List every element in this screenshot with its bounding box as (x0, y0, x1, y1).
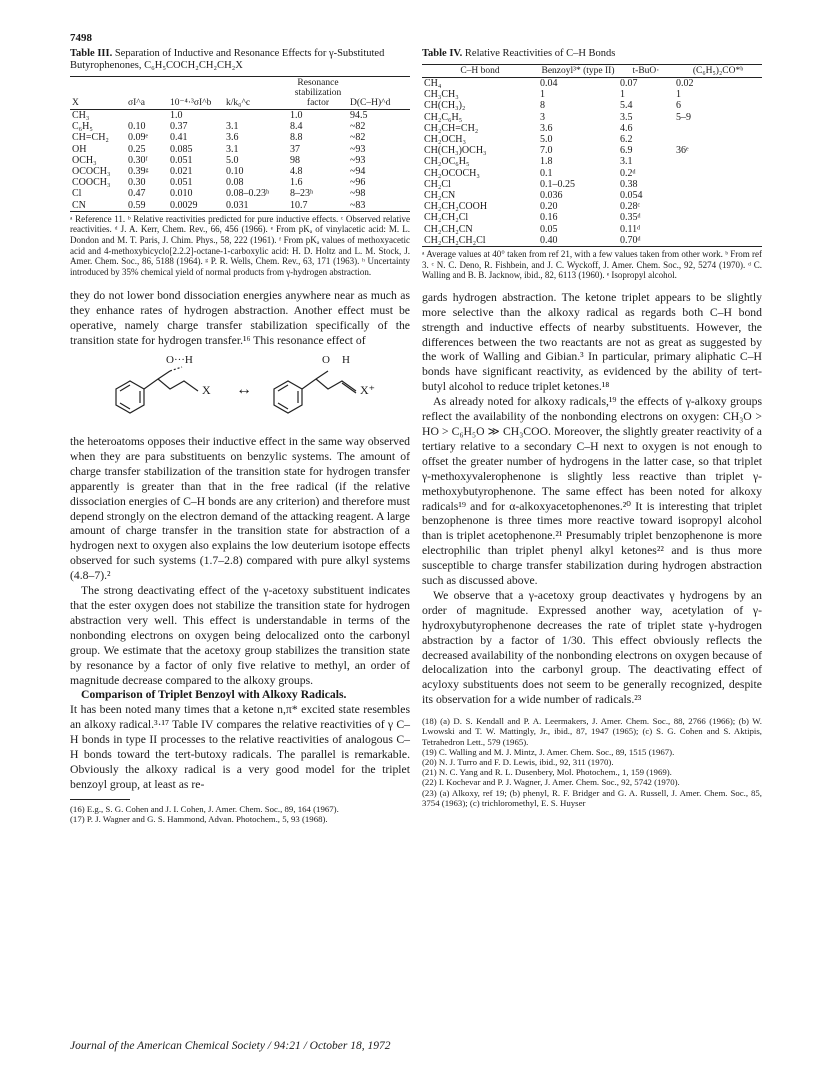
table3-cell: 1.0 (170, 110, 183, 121)
scheme-o-label: O (322, 354, 330, 367)
table4-row (422, 89, 762, 100)
table4-cell: CH₃CH₃ (424, 89, 459, 101)
table4-row (422, 78, 762, 90)
scheme-x-plus-label: X⁺ (360, 383, 375, 398)
table3-header: Resonance stabilization factor (288, 77, 348, 110)
chain-right (302, 371, 356, 391)
table4-cell: CH₂CH₂Cl (424, 212, 469, 224)
table4-cell: CH(CH₃)₂ (424, 100, 466, 112)
table3-cell: 0.08–0.23ʰ (226, 188, 270, 200)
table4-cell (674, 224, 762, 235)
table4-cell (674, 212, 762, 223)
table4-cell: CH₂CH₂CN (424, 223, 473, 235)
right-references (422, 716, 762, 808)
table4-row (422, 156, 762, 167)
table3-cell: 8.4 (290, 121, 303, 133)
table4-cell (674, 156, 762, 167)
table3-cell (126, 110, 168, 122)
table4-cell: 3 (540, 111, 545, 123)
table3-cell: 0.08 (226, 177, 244, 189)
table3-cell: OCOCH₃ (72, 166, 111, 178)
table4-cell: CH₂C₆H₅ (424, 111, 463, 123)
table3-caption (70, 48, 410, 72)
table3-cell: COOCH₃ (72, 177, 111, 189)
table4-cell: 0.70ᵈ (620, 234, 641, 246)
table3-cell: 10.7 (290, 199, 308, 211)
reference-item: (23) (a) Alkoxy, ref 19; (b) phenyl, R. F. Bridger and G. A. Russell, J. Amer. Chem. Soc., 85, 3754 (1963); (c) trichloromethyl, E. S. Huyser (422, 787, 762, 808)
table3-cell: 0.25 (128, 143, 146, 155)
table4-cell: 6 (676, 100, 681, 112)
table4-cell: 8 (540, 100, 545, 112)
table3-cell: 3.1 (226, 143, 239, 155)
table3-cell: 3.6 (226, 132, 239, 144)
right-column (422, 48, 762, 808)
table3-cell: 0.30ᶠ (128, 154, 148, 166)
table3-cell: 0.10 (128, 121, 146, 133)
table4-cell: CH₂OCOCH₃ (424, 167, 480, 179)
table3-cell: OH (72, 143, 87, 155)
right-body (422, 291, 762, 708)
table4-cell: 6.2 (620, 134, 633, 146)
table4-cell: 0.20 (540, 201, 558, 213)
table3-cell: 0.010 (170, 188, 193, 200)
table3-cell: 0.0029 (170, 199, 198, 211)
table4-cell: CH(CH₃)OCH₃ (424, 145, 487, 157)
table4-cell: 0.35ᵈ (620, 212, 641, 224)
table3-cell: CN (72, 199, 86, 211)
table4-header: t-BuO· (618, 65, 674, 78)
table3-cell: 0.085 (170, 143, 193, 155)
table4-cell: 0.054 (620, 190, 643, 202)
table3 (70, 76, 410, 212)
table3-header: 10⁻⁴·³σI^b (168, 77, 224, 110)
table4-footnote: ᵃ Average values at 40° taken from ref 21, with a few values taken from other work. ᵇ From ref 3. ᶜ N. C. Deno, R. Fishbein, and J. C. Wyckoff, J. Amer. Chem. Soc., 92, 5274 (1970). ᵈ C. Walling and B. B. Jacknow, ibid., 82, 6113 (1960). ᵉ Isopropyl alcohol. (422, 249, 762, 281)
left-paragraph-2: the heteroatoms opposes their inductive effect in the same way observed when they are para substituents on benzylic systems. The amount of charge transfer stabilization of the transition state for hydrogen transfer apparently is greater than that in the free radical (if the relative dissociation energies of C–H bonds are any criterion) and therefore must depend strongly on the electron demand of the attacking reagent. A large amount of charge transfer in the transition state for abstraction of a hydrogen next to oxygen also explains the low deuterium isotope effects observed for such systems (1.7–2.8) compared with pure alkyl systems (4.8–7).² (70, 435, 410, 583)
right-paragraph-2: As already noted for alkoxy radicals,¹⁹ the effects of γ-alkoxy groups reflect the availability of the nonbonding electrons on oxygen: CH₃O > HO > C₆H₅O ≫ CH₃COO. Moreover, the slightly greater reactivity of a tertiary relative to a secondary C–H next to oxygen is not enough to offset the greater number of hydrogens in the latter case, so that triplet γ-methoxyvalerophenone is slightly less reactive than triplet γ-methoxybutyrophenone. The same effect has been noted for alkoxy radicals¹⁹ and for α-alkoxyacetophenones.²⁰ It is interesting that triplet benzophenone is three times more reactive toward isopropyl alcohol than is triplet acetophenone.²¹ Presumably triplet benzophenone is more electrophilic than triplet phenyl alkyl ketones²² and is thus more susceptible to charge transfer stabilization during hydrogen abstraction such as discussed above. (422, 395, 762, 588)
section-heading: Comparison of Triplet Benzoyl with Alkoxy Radicals. (81, 688, 347, 702)
table4-cell: 0.02 (676, 78, 694, 89)
table3-cell: 4.8 (290, 166, 303, 178)
table4-cell (674, 168, 762, 179)
table4-cell: 6.9 (620, 145, 633, 157)
reference-item: (17) P. J. Wagner and G. S. Hammond, Advan. Photochem., 5, 93 (1968). (70, 813, 328, 824)
table3-cell: 0.30 (128, 177, 146, 189)
table4-cell: 36ᵉ (676, 145, 689, 157)
scheme-resonance-arrow: ↔ (236, 381, 252, 399)
table4-cell: 3.6 (540, 122, 553, 134)
table4-cell: 0.16 (540, 212, 558, 224)
table4-header: (C₆H₅)₂CO*ᵇ (674, 65, 762, 78)
table4-cell (674, 201, 762, 212)
table4-cell: 4.6 (620, 122, 633, 134)
table4-cell: 1 (540, 89, 545, 101)
table4-cell: 0.1 (540, 167, 553, 179)
reference-item: (19) C. Walling and M. J. Mintz, J. Amer. Chem. Soc., 89, 1515 (1967). (422, 746, 675, 757)
left-refs-divider (70, 799, 130, 800)
left-references (70, 804, 410, 824)
table4-cell: 1.8 (540, 156, 553, 168)
table3-cell: 37 (290, 143, 300, 155)
table3-cell: 3.1 (226, 121, 239, 133)
table4-row (422, 235, 762, 247)
left-paragraph-4: It has been noted many times that a ketone n,π* excited state resembles an alkoxy radical.³·¹⁷ Table IV compares the relative reactivities of γ C–H bonds in type II processes to the relative reactivities of analogous C–H bonds toward the tert-butoxy radicals. The parallel is remarkable. Obviously the alkoxy radical is a very good model for the triplet benzoyl group, at least as re- (70, 703, 410, 791)
table3-cell: 5.0 (226, 154, 239, 166)
table4-row (422, 224, 762, 235)
table3-row (70, 110, 410, 122)
table3-cell: 0.051 (170, 177, 193, 189)
table4-cell: 5.0 (540, 134, 553, 146)
table4-header: C–H bond (422, 65, 538, 78)
table4-cell: 3.5 (620, 111, 633, 123)
table3-row (70, 177, 410, 188)
table4-cell: CH₂CH=CH₂ (424, 122, 479, 134)
table3-cell: Cl (72, 188, 82, 200)
table3-header: X (70, 77, 126, 110)
table4-row (422, 212, 762, 223)
table3-cell: 0.41 (170, 132, 188, 144)
table4-row (422, 123, 762, 134)
table4-row (422, 168, 762, 179)
table3-row (70, 155, 410, 166)
table3-cell: ~96 (350, 177, 366, 189)
table4-body (422, 78, 762, 247)
reference-item: (21) N. C. Yang and R. L. Dusenbery, Mol. Photochem., 1, 159 (1969). (422, 767, 672, 778)
table4-row (422, 201, 762, 212)
table4-cell: 0.40 (540, 234, 558, 246)
left-column (70, 48, 410, 824)
table4 (422, 64, 762, 247)
table4-cell: 5–9 (676, 111, 691, 123)
table4-cell: CH₂OCH₃ (424, 134, 466, 146)
table3-header: σI^a (126, 77, 168, 110)
table4-header-row (422, 65, 762, 78)
table4-cell: 0.38 (620, 178, 638, 190)
table4-row (422, 145, 762, 156)
table3-cell: ~94 (350, 166, 366, 178)
table3-row (70, 132, 410, 143)
table4-cell: 0.28ᶜ (620, 201, 641, 213)
right-paragraph-1: gards hydrogen abstraction. The ketone triplet appears to be slightly more selective than the alkoxy radical as regards both C–H bond strength and inductive effects of nearby substituents. However, the differences between the two reactants are not as great as suggested by the work of Walling and Gibian.³ In particular, primary aliphatic C–H bonds have significant reactivity, as evidenced by the ability of tert-butyl alcohol to reduce triplet ketones.¹⁸ (422, 290, 762, 394)
chain-left (144, 371, 198, 391)
table4-cell: 0.11ᵈ (620, 223, 641, 235)
table4-cell: CH₂CN (424, 190, 456, 202)
table3-footnote: ᵃ Reference 11. ᵇ Relative reactivities predicted for pure inductive effects. ᶜ Observed relative reactivities. ᵈ J. A. Kerr, Chem. Rev., 66, 456 (1966). ᵉ From pKₐ of vinylacetic acid: M. L. Dondon and M. T. Paris, J. Chim. Phys., 58, 222 (1961). ᶠ From pKₐ values of methoxyacetic acid and 4-methoxybicyclo[2.2.2]-octane-1-carboxylic acid: H. D. Holtz and L. M. Stock, J. Amer. Chem. Soc., 86, 5188 (1964). ᵍ P. R. Wells, Chem. Rev., 63, 171 (1963). ʰ Uncertainty introduced by 35% chemical yield of normal products from γ-hydrogen abstraction. (70, 213, 410, 277)
table4-caption-text: Relative Reactivities of C–H Bonds (464, 48, 616, 59)
table4-cell (674, 235, 762, 247)
table4-row (422, 190, 762, 201)
table3-cell: ~98 (350, 188, 366, 200)
table3-header: k/k₀^c (224, 77, 288, 110)
table4-cell (674, 123, 762, 134)
table4-cell: CH₂CH₂CH₂Cl (424, 234, 486, 246)
page-number: 7498 (70, 32, 92, 44)
table3-cell: ~93 (350, 154, 366, 166)
table4-cell (674, 190, 762, 201)
table3-row (70, 166, 410, 177)
table3-cell (224, 110, 288, 122)
table4-cell (674, 134, 762, 145)
table3-cell: ~93 (350, 143, 366, 155)
table4-caption (422, 48, 762, 60)
table3-cell: ~83 (350, 199, 366, 211)
table3-row (70, 144, 410, 155)
scheme-x-label: X (202, 383, 211, 398)
table3-row (70, 188, 410, 199)
table3-cell: ~82 (350, 121, 366, 133)
table3-cell: 0.021 (170, 166, 193, 178)
table3-cell: C₆H₅ (72, 121, 93, 133)
table4-cell: 7.0 (540, 145, 553, 157)
table4-cell: 0.07 (620, 78, 638, 89)
table3-cell: 0.09ᵉ (128, 132, 149, 144)
left-body (70, 289, 410, 792)
table4-cell: CH₄ (424, 78, 442, 89)
table4-caption-label: Table IV. (422, 48, 463, 59)
table4-cell: 0.2ᵈ (620, 167, 636, 179)
journal-footer: Journal of the American Chemical Society / 94:21 / October 18, 1972 (70, 1040, 391, 1052)
table3-cell: 0.59 (128, 199, 146, 211)
table3-cell: 0.031 (226, 199, 249, 211)
reference-item: (22) I. Kochevar and P. J. Wagner, J. Amer. Chem. Soc., 92, 5742 (1970). (422, 777, 680, 788)
table3-cell: 1.6 (290, 177, 303, 189)
table3-cell: 8.8 (290, 132, 303, 144)
table4-cell: 5.4 (620, 100, 633, 112)
table4-cell: CH₂OC₆H₅ (424, 156, 470, 168)
table4-cell: 1 (676, 89, 681, 101)
reference-item: (16) E.g., S. G. Cohen and J. I. Cohen, J. Amer. Chem. Soc., 89, 164 (1967). (70, 803, 339, 814)
scheme-oh-label: O···H (166, 354, 193, 367)
table4-cell: CH₂CH₂COOH (424, 201, 488, 213)
table4-header: Benzoyl³* (type II) (538, 65, 618, 78)
table3-cell: CH=CH₂ (72, 132, 109, 144)
table4-row (422, 179, 762, 190)
table3-header-row (70, 77, 410, 110)
table4-cell: 0.05 (540, 223, 558, 235)
table3-cell: OCH₃ (72, 154, 97, 166)
table3-cell: 94.5 (350, 110, 368, 121)
table4-row (422, 112, 762, 123)
left-paragraph-1: they do not lower bond dissociation energies anywhere near as much as they enhance rates of hydrogen abstraction. Another effect must be operative, namely charge transfer stabilization specifically of the transition state for hydrogen transfer.¹⁶ This resonance effect of (70, 289, 410, 348)
table4-cell: 3.1 (620, 156, 633, 168)
reference-item: (18) (a) D. S. Kendall and P. A. Leermakers, J. Amer. Chem. Soc., 88, 2766 (1966); (b) W. Lwowski and T. W. Mattingly, Jr., ibid., 87, 1947 (1965); (c) S. G. Cohen and S. Aktipis, Tetrahedron Lett., 579 (1965). (422, 716, 762, 747)
left-paragraph-3: The strong deactivating effect of the γ-acetoxy substituent indicates that the ester oxygen does not stabilize the transition state for hydrogen abstraction very well. This effect is understandable in terms of the nonbonding electrons on oxygen being delocalized onto the carbonyl group. We estimate that the acetoxy group stabilizes the transition state by resonance by a factor of only five relative to methyl, an order of magnitude decrease compared to the alkoxy groups. (70, 584, 410, 687)
table3-header: D(C–H)^d (348, 77, 410, 110)
table3-caption-label: Table III. (70, 48, 113, 59)
resonance-scheme (70, 349, 410, 435)
table4-row (422, 100, 762, 111)
reference-item: (20) N. J. Turro and F. D. Lewis, ibid., 92, 311 (1970). (422, 757, 614, 768)
scheme-h-label: H (342, 354, 350, 367)
table4-cell: 0.036 (540, 190, 563, 202)
table4-cell (674, 179, 762, 190)
table3-cell: 98 (290, 154, 300, 166)
table3-cell: 0.39ᵍ (128, 166, 149, 178)
table3-cell: 1.0 (290, 110, 303, 121)
table4-cell: CH₂Cl (424, 178, 451, 190)
table3-cell: 8–23ʰ (290, 188, 314, 200)
table4-row (422, 134, 762, 145)
table4-cell: 0.04 (540, 78, 558, 89)
table3-cell: CH₃ (72, 110, 90, 121)
table3-body (70, 110, 410, 212)
table3-caption-text: Separation of Inductive and Resonance Effects for γ-Substituted Butyrophenones, C₆H₅COCH₂CH₂CH₂X (70, 48, 385, 71)
table4-cell: 1 (620, 89, 625, 101)
table3-cell: 0.10 (226, 166, 244, 178)
right-paragraph-3: We observe that a γ-acetoxy group deactivates γ hydrogens by an order of magnitude. Expressed another way, acetylation of γ-hydroxybutyrophenone decreases the rate of triplet state γ-hydrogen abstraction by a factor of 1/30. This effect obviously reflects the decreased availability of the nonbonding electrons on oxygen because of delocalization into the carbonyl group. The deactivating effect of acyloxy substituents does not seem to be generally recognized, despite its observation for a wide number of radicals.²³ (422, 588, 762, 707)
table3-cell: ~82 (350, 132, 366, 144)
table3-cell: 0.051 (170, 154, 193, 166)
table3-row (70, 121, 410, 132)
table3-cell: 0.47 (128, 188, 146, 200)
table4-cell: 0.1–0.25 (540, 178, 575, 190)
table3-row (70, 200, 410, 212)
table3-cell: 0.37 (170, 121, 188, 133)
